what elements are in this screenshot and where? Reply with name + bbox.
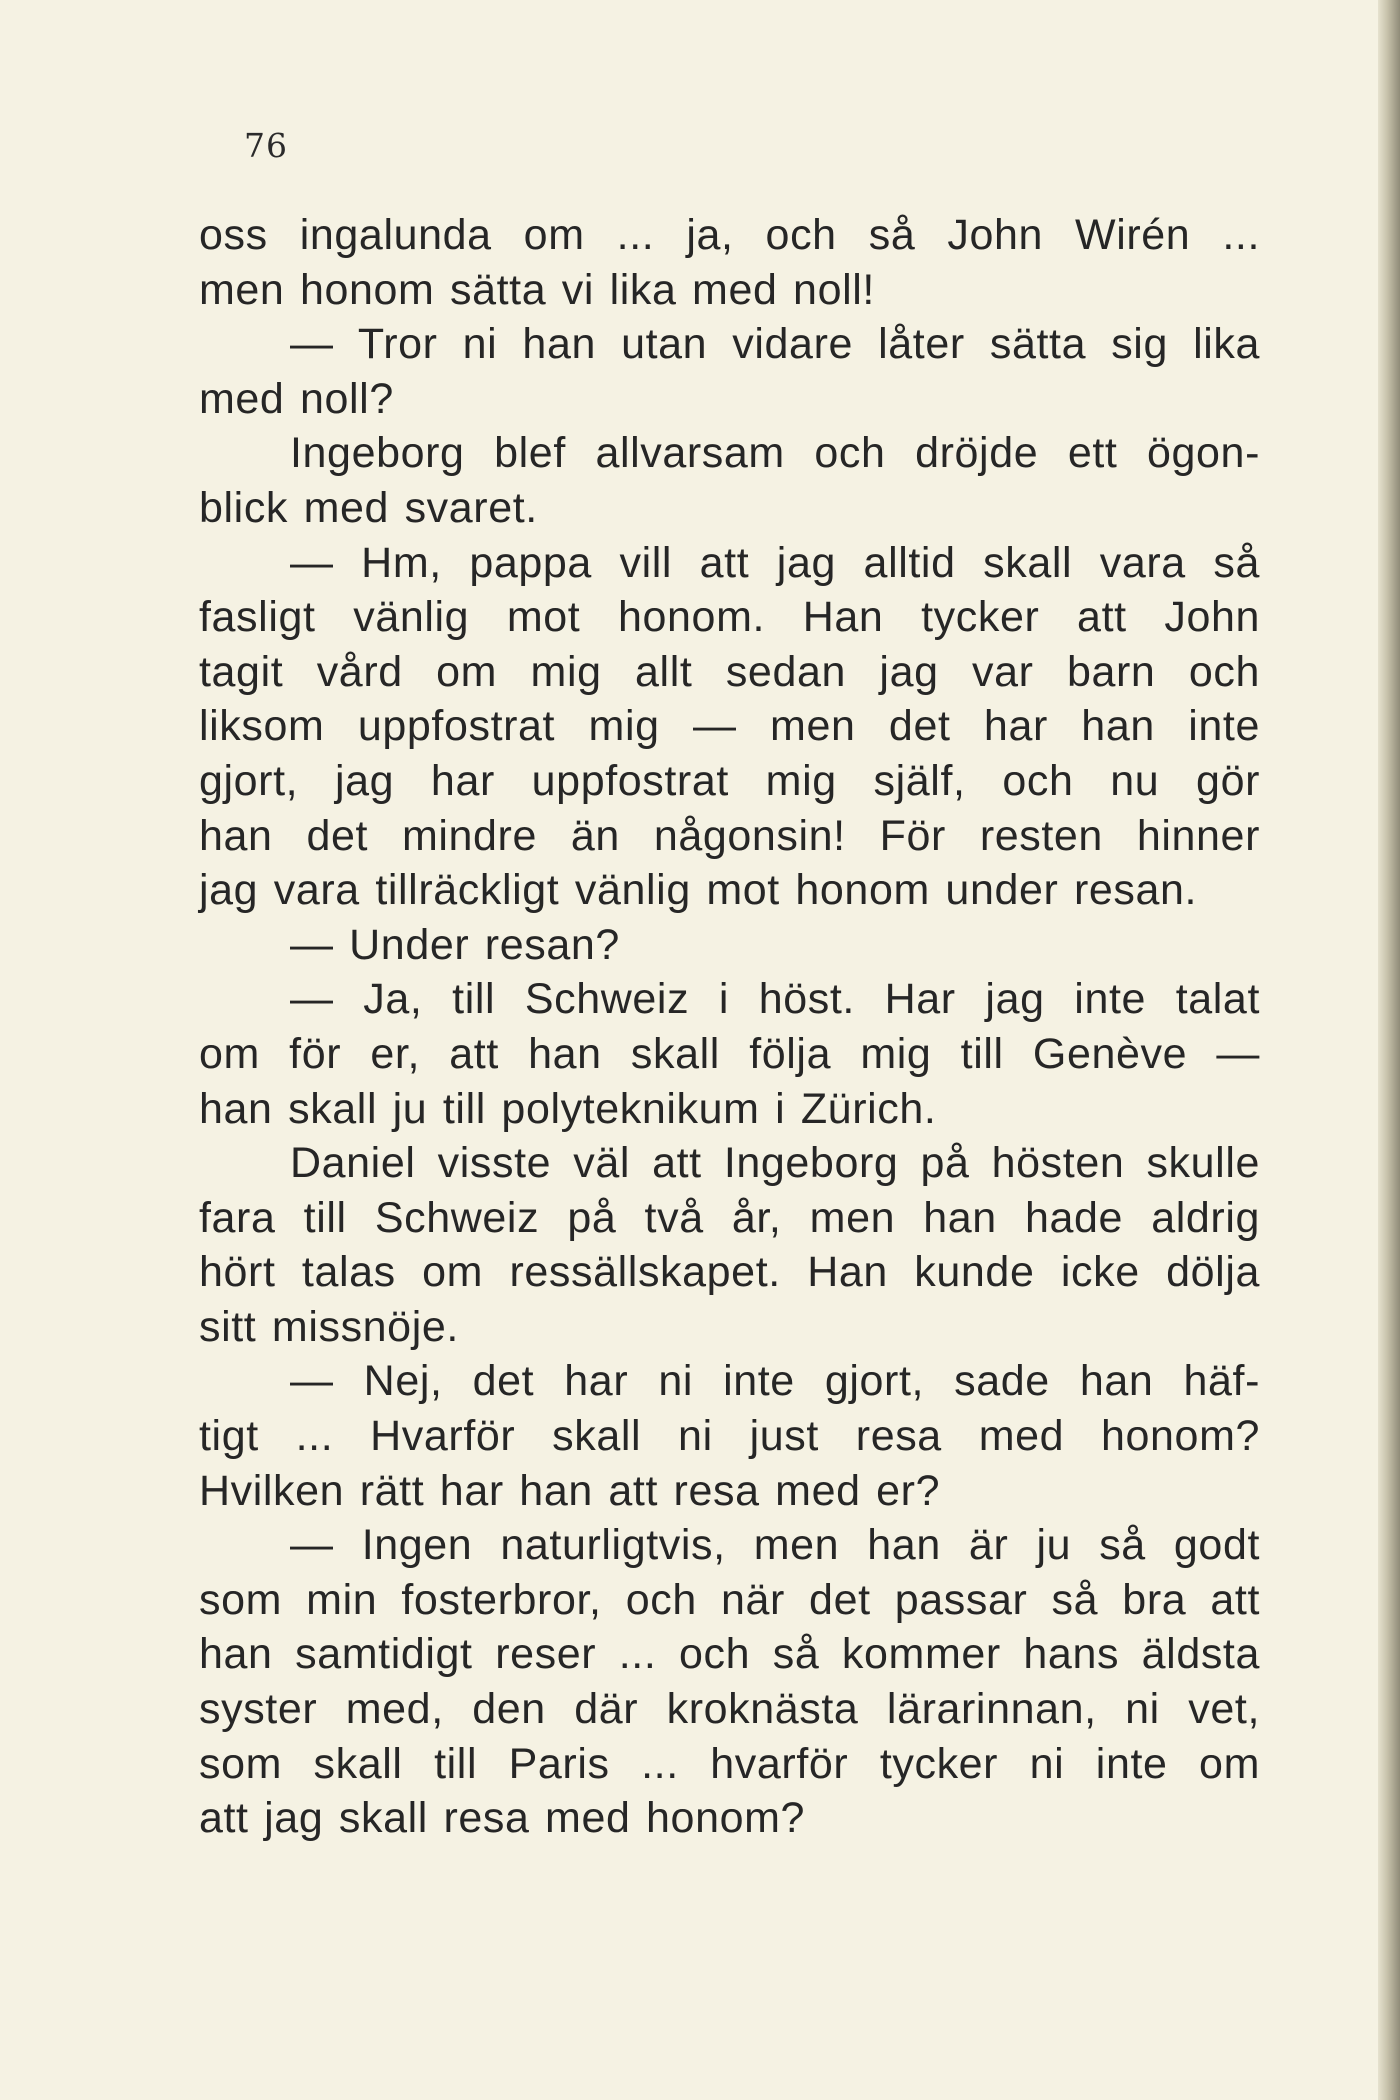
text-line: — Tror ni han utan vidare låter sätta sig lika [290,320,1260,369]
text-line: tagit vård om mig allt sedan jag var barn och [199,647,1260,696]
text-line: Ingeborg blef allvarsam och dröjde ett ögon- [290,429,1260,478]
text-line: syster med, den där kroknästa lärarinnan, ni vet, [199,1685,1260,1734]
text-line: sitt missnöje. [199,1302,459,1351]
text-line: — Nej, det har ni inte gjort, sade han häf- [290,1357,1260,1406]
page-number: 76 [244,126,288,165]
text-line: tigt ... Hvarför skall ni just resa med honom? [199,1412,1260,1461]
page-binding-edge [1378,0,1400,2100]
body-text [199,208,1260,1846]
text-line: men honom sätta vi lika med noll! [199,265,875,314]
text-line: som skall till Paris ... hvarför tycker ni inte om [199,1739,1260,1788]
text-line: oss ingalunda om ... ja, och så John Wirén ... [199,211,1260,259]
text-line: liksom uppfostrat mig — men det har han inte [199,702,1260,751]
text-line: — Under resan? [290,920,620,969]
text-line: fara till Schweiz på två år, men han hade aldrig [199,1193,1260,1242]
text-line: gjort, jag har uppfostrat mig själf, och nu gör [199,756,1260,805]
text-line: — Hm, pappa vill att jag alltid skall vara så [290,538,1260,587]
text-line: om för er, att han skall följa mig till Genève — [199,1029,1260,1078]
text-line: som min fosterbror, och när det passar så bra att [199,1575,1260,1624]
text-line: Daniel visste väl att Ingeborg på hösten skulle [290,1139,1260,1188]
text-line: Hvilken rätt har han att resa med er? [199,1466,941,1515]
text-line: hört talas om ressällskapet. Han kunde icke dölja [199,1248,1260,1297]
text-line: — Ingen naturligtvis, men han är ju så godt [290,1521,1260,1570]
text-line: med noll? [199,374,394,423]
text-line: fasligt vänlig mot honom. Han tycker att John [199,593,1260,642]
text-line: jag vara tillräckligt vänlig mot honom under resan. [199,866,1198,915]
text-line: blick med svaret. [199,483,538,532]
text-line: han det mindre än någonsin! För resten hinner [199,811,1260,860]
text-line: han skall ju till polyteknikum i Zürich. [199,1084,937,1133]
text-line: — Ja, till Schweiz i höst. Har jag inte talat [290,975,1260,1024]
text-line: att jag skall resa med honom? [199,1794,806,1843]
text-line: han samtidigt reser ... och så kommer hans äldsta [199,1630,1260,1679]
